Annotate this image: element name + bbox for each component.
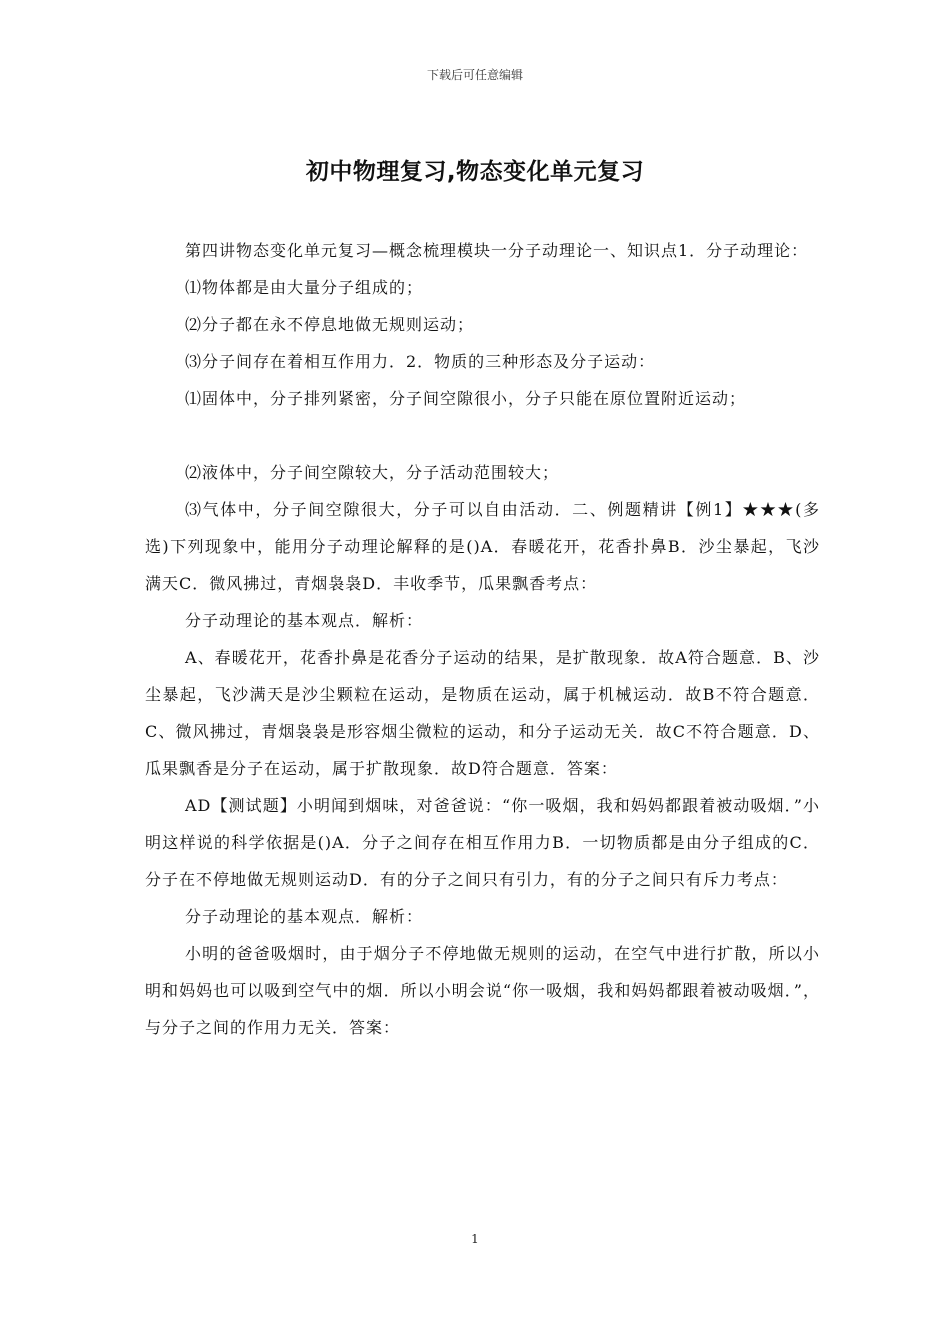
paragraph: ⑶气体中，分子间空隙很大，分子可以自由活动．二、例题精讲【例1】★★★(多选)下列现象中，能用分子动理论解释的是()A．春暖花开，花香扑鼻B．沙尘暴起，飞沙满天C．微风拂过，青烟袅袅D．丰收季节，瓜果飘香考点：: [145, 500, 820, 593]
paragraph: AD【测试题】小明闻到烟味，对爸爸说：“你一吸烟，我和妈妈都跟着被动吸烟．”小明这样说的科学依据是()A．分子之间存在相互作用力B．一切物质都是由分子组成的C．分子在不停地做无规则运动D．有的分子之间只有引力，有的分子之间只有斥力考点：: [145, 796, 820, 889]
paragraph: 小明的爸爸吸烟时，由于烟分子不停地做无规则的运动，在空气中进行扩散，所以小明和妈妈也可以吸到空气中的烟．所以小明会说“你一吸烟，我和妈妈都跟着被动吸烟．”，与分子之间的作用力无关．答案：: [145, 944, 820, 1037]
paragraph: ⑶分子间存在着相互作用力．2．物质的三种形态及分子运动：: [185, 352, 656, 371]
paragraph: ⑵分子都在永不停息地做无规则运动；: [185, 315, 475, 334]
paragraph: ⑴物体都是由大量分子组成的；: [185, 278, 424, 297]
paragraph: 分子动理论的基本观点．解析：: [185, 611, 424, 630]
page-header: 下载后可任意编辑: [426, 68, 523, 82]
document-title: 初中物理复习,物态变化单元复习: [305, 159, 645, 185]
paragraph: 第四讲物态变化单元复习—概念梳理模块一分子动理论一、知识点1．分子动理论：: [185, 241, 809, 260]
paragraph: 分子动理论的基本观点．解析：: [185, 907, 424, 926]
paragraph: A、春暖花开，花香扑鼻是花香分子运动的结果，是扩散现象．故A符合题意．B、沙尘暴起，飞沙满天是沙尘颗粒在运动，是物质在运动，属于机械运动．故B不符合题意．C、微风拂过，青烟袅袅是形容烟尘微粒的运动，和分子运动无关．故C不符合题意．D、瓜果飘香是分子在运动，属于扩散现象．故D符合题意．答案：: [145, 648, 820, 778]
paragraph: ⑵液体中，分子间空隙较大，分子活动范围较大；: [185, 463, 560, 482]
document-body: [145, 232, 820, 1046]
page-number: 1: [471, 1232, 479, 1246]
paragraph: ⑴固体中，分子排列紧密，分子间空隙很小，分子只能在原位置附近运动；: [185, 389, 747, 408]
